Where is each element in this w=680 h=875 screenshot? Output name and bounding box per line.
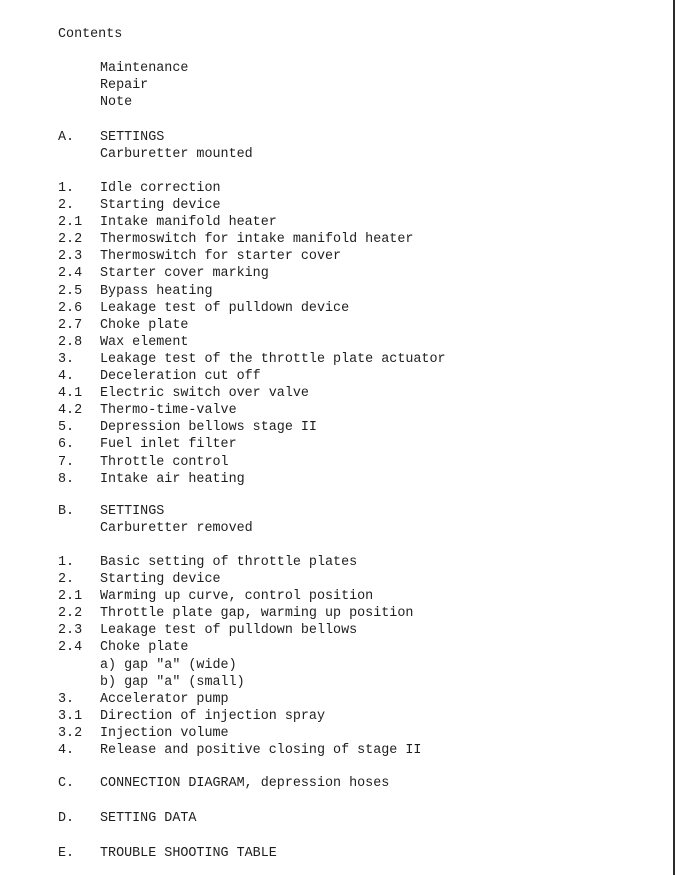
section-letter: A. [58, 130, 75, 145]
item-number: 2.8 [58, 334, 83, 350]
item-label: Leakage test of the throttle plate actuator [100, 351, 446, 367]
list-item [58, 300, 658, 317]
item-number [58, 674, 100, 691]
item-number: 2.3 [58, 623, 83, 639]
item-number: 2.7 [58, 317, 83, 333]
list-item [58, 180, 658, 197]
item-label: Choke plate [100, 640, 189, 656]
item-label: Thermoswitch for starter cover [100, 249, 342, 265]
list-item [58, 265, 658, 282]
item-number: 1. [58, 555, 75, 570]
page-edge-rule [673, 0, 675, 875]
section-heading: SETTINGS [100, 504, 165, 519]
contents-list [58, 60, 658, 111]
list-item [58, 605, 658, 622]
list-item [58, 454, 658, 471]
item-label: Warming up curve, control position [100, 589, 374, 605]
item-label: Choke plate [100, 317, 189, 333]
item-number: 3.1 [58, 708, 83, 724]
list-item [58, 657, 658, 674]
item-label: Intake manifold heater [100, 215, 277, 231]
item-number: 2.4 [58, 266, 83, 282]
section-letter: E. [58, 846, 75, 861]
item-number: 2.1 [58, 215, 83, 231]
section-heading: CONNECTION DIAGRAM, depression hoses [100, 776, 390, 791]
item-number: 4.2 [58, 403, 83, 419]
section-letter: C. [58, 776, 75, 791]
item-label: Electric switch over valve [100, 386, 309, 402]
item-number: 3. [58, 351, 75, 367]
section-c [58, 775, 658, 792]
item-number: 2.6 [58, 300, 83, 316]
section-subheading: Carburetter removed [100, 521, 253, 537]
item-number: 2.5 [58, 283, 83, 299]
item-label: Throttle plate gap, warming up position [100, 606, 414, 622]
item-label: b) gap "a" (small) [100, 674, 245, 690]
section-letter: B. [58, 504, 75, 519]
section-b-header [58, 503, 658, 537]
item-label: Depression bellows stage II [100, 420, 317, 436]
item-label: Leakage test of pulldown bellows [100, 623, 358, 639]
item-number: 8. [58, 471, 75, 487]
list-item [58, 674, 658, 691]
list-item [58, 231, 658, 248]
section-a-items [58, 180, 658, 488]
item-label: Throttle control [100, 454, 229, 470]
section-subheading: Carburetter mounted [100, 147, 253, 163]
list-item [58, 419, 658, 436]
list-item [58, 402, 658, 419]
item-number: 4. [58, 369, 75, 385]
list-item [58, 351, 658, 368]
item-label: Fuel inlet filter [100, 437, 237, 453]
section-e [58, 845, 658, 862]
item-number: 2.4 [58, 640, 83, 656]
section-b-items [58, 554, 658, 759]
list-item [58, 214, 658, 231]
list-item [58, 725, 658, 742]
section-d [58, 810, 658, 827]
list-item [58, 622, 658, 639]
item-label: Wax element [100, 334, 189, 350]
section-heading: SETTING DATA [100, 811, 197, 826]
list-item [58, 742, 658, 759]
item-number: 4.1 [58, 386, 83, 402]
contents-item-label: Repair [100, 78, 149, 94]
item-label: Bypass heating [100, 283, 213, 299]
section-heading: SETTINGS [100, 130, 165, 145]
item-number: 3.2 [58, 725, 83, 741]
item-label: Starting device [100, 198, 221, 214]
list-item [58, 588, 658, 605]
list-item [58, 283, 658, 300]
section-heading: TROUBLE SHOOTING TABLE [100, 846, 277, 861]
item-number: 5. [58, 420, 75, 436]
list-item [58, 554, 658, 571]
item-label: a) gap "a" (wide) [100, 657, 237, 673]
item-label: Intake air heating [100, 471, 245, 487]
item-label: Starting device [100, 572, 221, 588]
section-a-header [58, 129, 658, 163]
item-label: Accelerator pump [100, 691, 229, 707]
item-label: Injection volume [100, 725, 229, 741]
item-number: 2.2 [58, 232, 83, 248]
item-number: 3. [58, 691, 75, 707]
contents-item [58, 60, 658, 77]
item-label: Deceleration cut off [100, 369, 261, 385]
item-number: 2.2 [58, 606, 83, 622]
contents-item-label: Maintenance [100, 61, 189, 76]
item-label: Thermoswitch for intake manifold heater [100, 232, 414, 248]
list-item [58, 317, 658, 334]
list-item [58, 436, 658, 453]
item-number: 2. [58, 198, 75, 214]
item-label: Basic setting of throttle plates [100, 555, 358, 570]
item-label: Idle correction [100, 181, 221, 196]
list-item [58, 248, 658, 265]
item-number: 2.1 [58, 589, 83, 605]
contents-item [58, 77, 658, 94]
list-item [58, 471, 658, 488]
contents-title: Contents [58, 27, 123, 42]
item-number: 2.3 [58, 249, 83, 265]
list-item [58, 368, 658, 385]
item-label: Leakage test of pulldown device [100, 300, 350, 316]
item-label: Release and positive closing of stage II [100, 743, 422, 759]
item-label: Starter cover marking [100, 266, 269, 282]
section-letter: D. [58, 811, 75, 826]
item-number [58, 657, 100, 674]
list-item [58, 708, 658, 725]
item-number: 1. [58, 181, 75, 196]
item-number: 4. [58, 743, 75, 759]
item-number: 2. [58, 572, 75, 588]
item-number: 7. [58, 454, 75, 470]
list-item [58, 571, 658, 588]
list-item [58, 691, 658, 708]
item-label: Thermo-time-valve [100, 403, 237, 419]
list-item [58, 197, 658, 214]
list-item [58, 334, 658, 351]
list-item [58, 639, 658, 656]
list-item [58, 385, 658, 402]
item-number: 6. [58, 437, 75, 453]
item-label: Direction of injection spray [100, 708, 325, 724]
contents-item [58, 94, 658, 111]
contents-item-label: Note [100, 95, 133, 111]
